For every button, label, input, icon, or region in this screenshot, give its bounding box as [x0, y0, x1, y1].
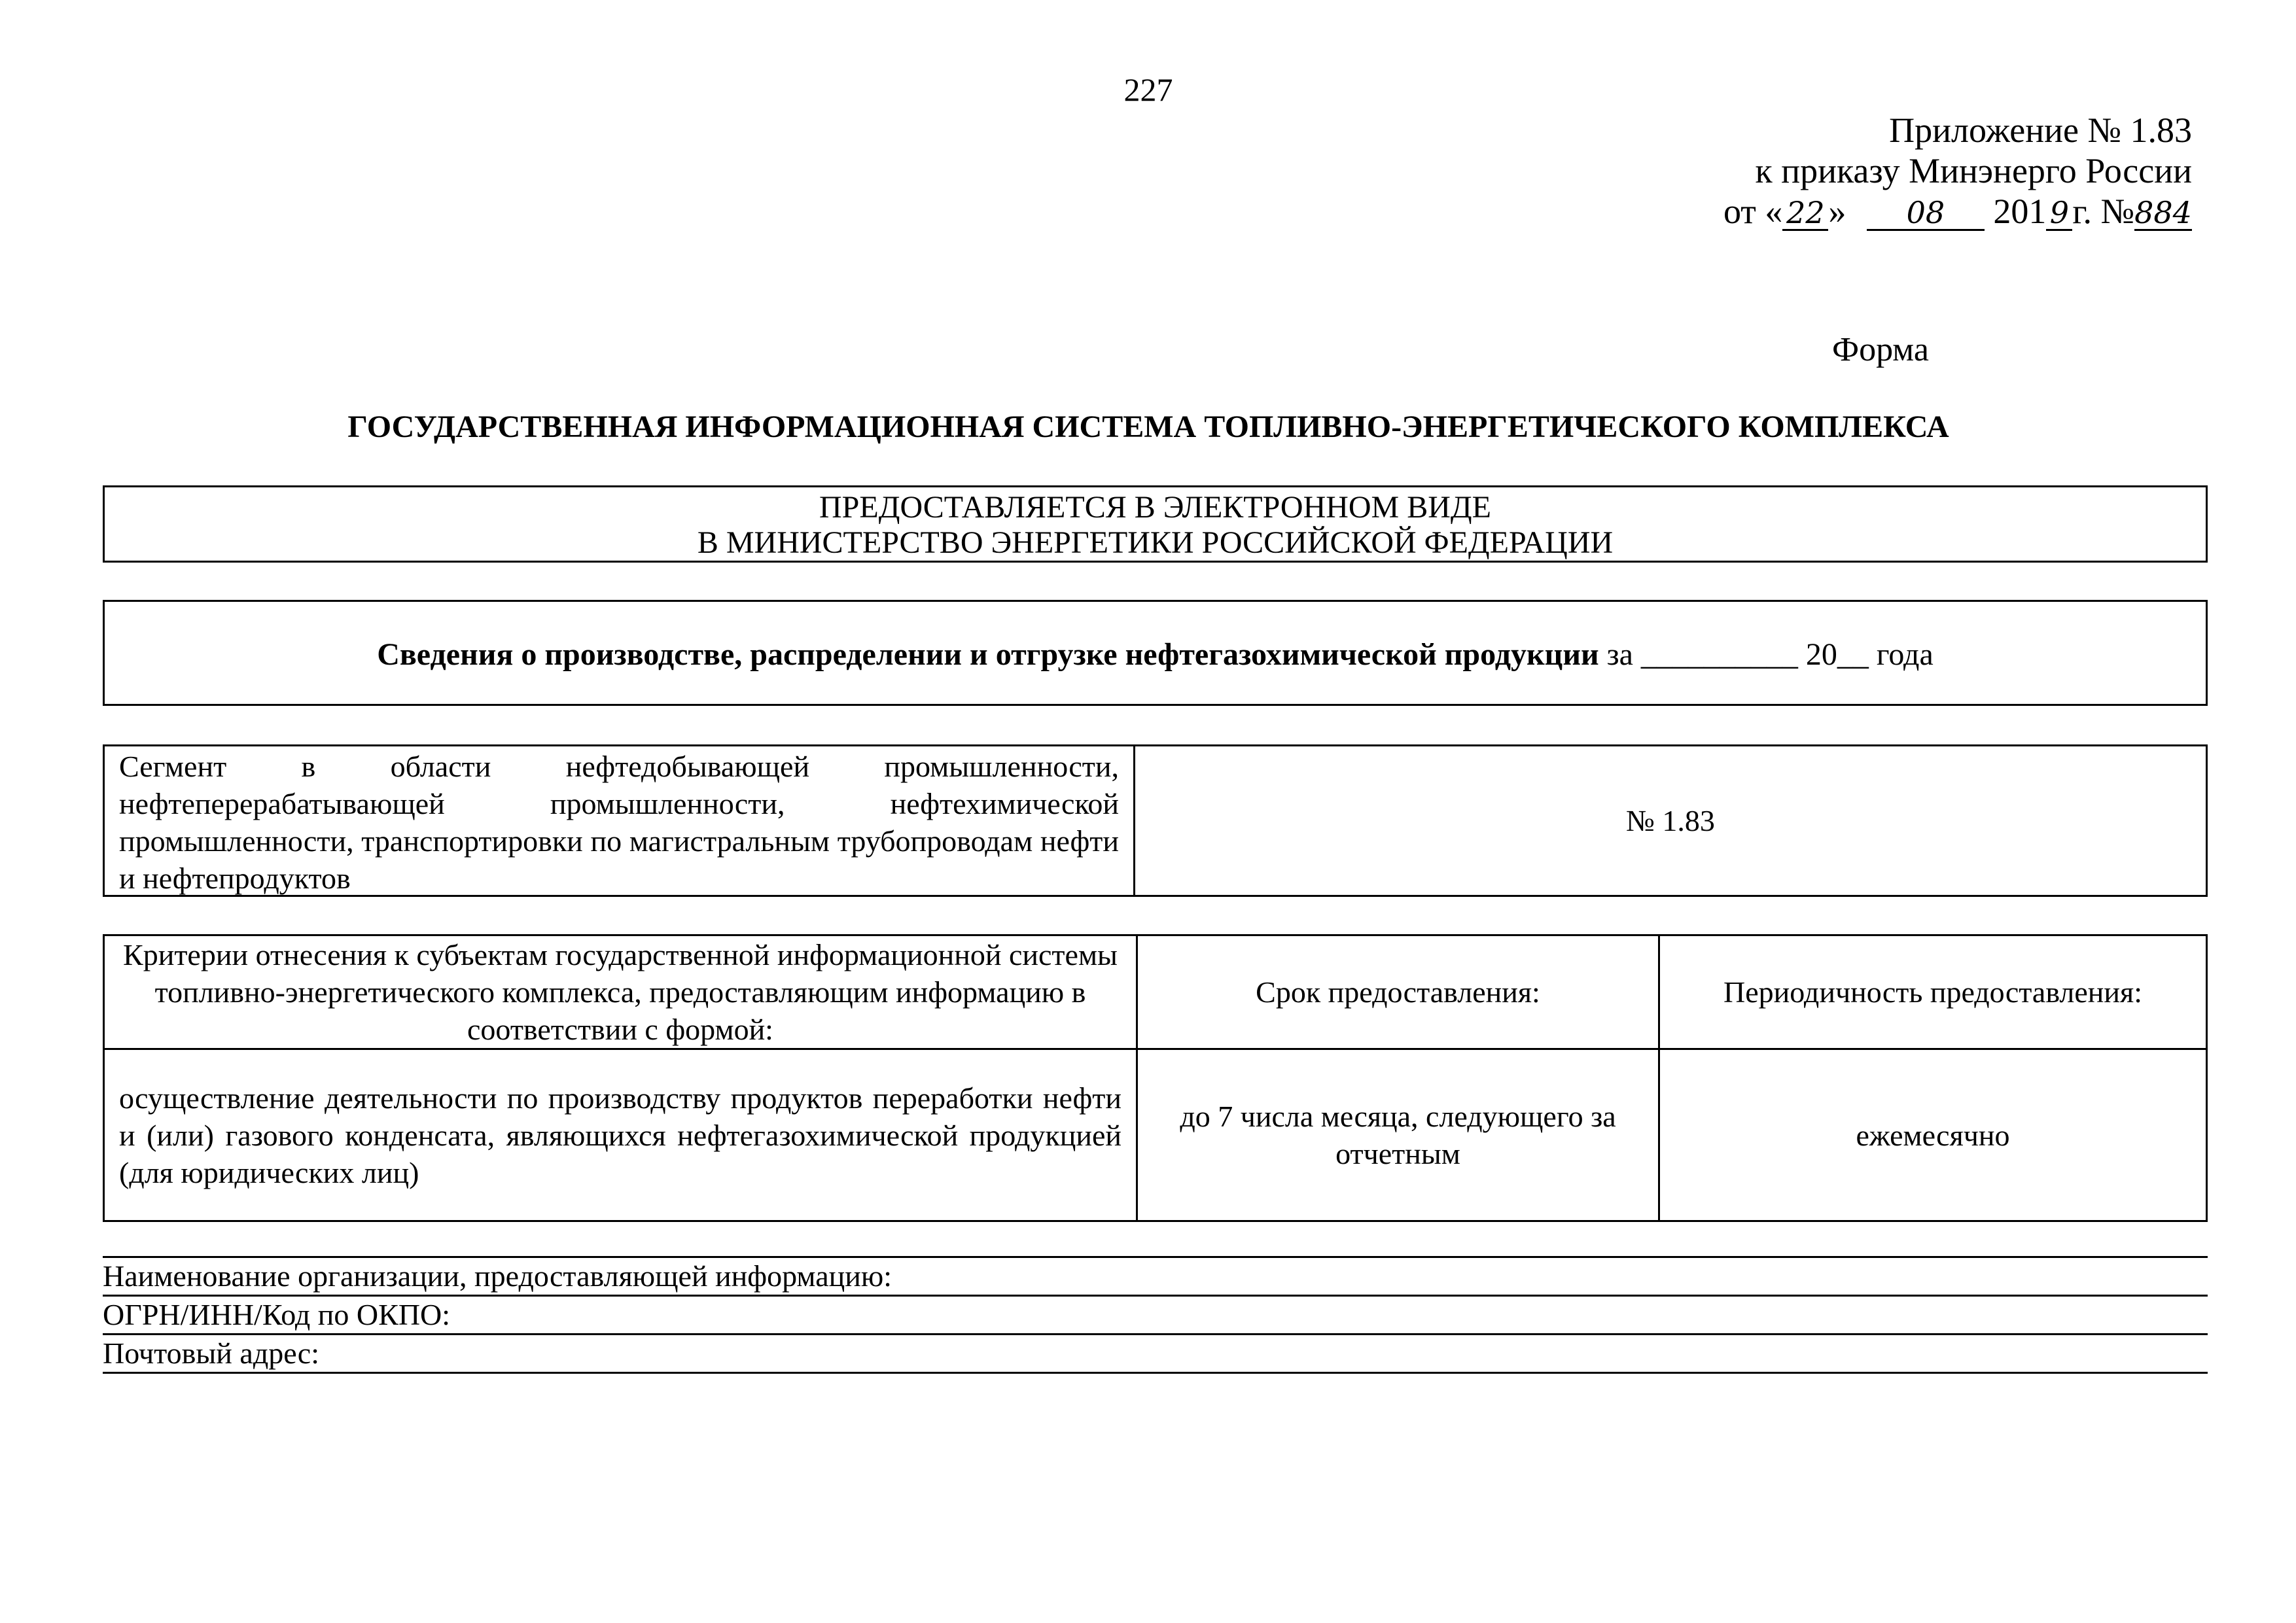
- date-prefix: от «: [1723, 192, 1783, 231]
- handwritten-order-number: 884: [2134, 195, 2192, 230]
- date-mid: »: [1828, 192, 1846, 231]
- appendix-header: [1603, 110, 2192, 232]
- handwritten-year-digit: 9: [2046, 196, 2072, 231]
- system-title: ГОСУДАРСТВЕННАЯ ИНФОРМАЦИОННАЯ СИСТЕМА ТОПЛИВНО-ЭНЕРГЕТИЧЕСКОГО КОМПЛЕКСА: [347, 410, 1949, 444]
- criteria-table: [103, 934, 2208, 1219]
- order-number-label: г. №: [2072, 192, 2134, 231]
- postal-address-field: Почтовый адрес:: [103, 1333, 2208, 1372]
- fields-bottom-line: [103, 1372, 2208, 1374]
- page-number: 227: [1123, 71, 1173, 108]
- submission-line-1: ПРЕДОСТАВЛЯЕТСЯ В ЭЛЕКТРОННОМ ВИДЕ: [819, 490, 1491, 525]
- form-label: Форма: [1832, 331, 1929, 368]
- appendix-date-line: [1603, 191, 2192, 232]
- handwritten-day: 22: [1782, 196, 1828, 231]
- segment-description: Сегмент в области нефтедобывающей промышленности, нефтеперерабатывающей промышленности, нефтехимической промышленности, транспортировки по магистральным трубопроводам нефти и нефтепродуктов: [105, 746, 1135, 895]
- year-prefix: 201: [1993, 192, 2047, 231]
- periodicity-cell: ежемесячно: [1659, 1049, 2207, 1221]
- submission-line-2: В МИНИСТЕРСТВО ЭНЕРГЕТИКИ РОССИЙСКОЙ ФЕДЕРАЦИИ: [697, 525, 1614, 560]
- deadline-header: Срок предоставления:: [1137, 935, 1659, 1049]
- deadline-cell: до 7 числа месяца, следующего за отчетным: [1137, 1049, 1659, 1221]
- periodicity-header: Периодичность предоставления:: [1659, 935, 2207, 1049]
- appendix-order-ref: к приказу Минэнерго России: [1755, 151, 2192, 190]
- appendix-title: Приложение № 1.83: [1889, 111, 2192, 150]
- handwritten-month: 08: [1867, 196, 1985, 231]
- report-title-box: [103, 600, 2208, 706]
- criteria-header: Критерии отнесения к субъектам государственной информационной системы топливно-энергетического комплекса, предоставляющим информацию в соответствии с формой:: [104, 935, 1137, 1049]
- report-title: Сведения о производстве, распределении и отгрузке нефтегазохимической продукции: [377, 637, 1599, 672]
- segment-box: [103, 744, 2208, 897]
- table-header-row: [104, 935, 2207, 1049]
- criteria-cell: осуществление деятельности по производству продуктов переработки нефти и (или) газового конденсата, являющихся нефтегазохимической продукцией (для юридических лиц): [104, 1049, 1137, 1221]
- table-row: [104, 1049, 2207, 1221]
- org-name-field: Наименование организации, предоставляющей информацию:: [103, 1256, 2208, 1295]
- submission-box: [103, 485, 2208, 563]
- form-number: № 1.83: [1626, 804, 1715, 837]
- report-period: за __________ 20__ года: [1598, 637, 1934, 672]
- ogrn-inn-okpo-field: ОГРН/ИНН/Код по ОКПО:: [103, 1295, 2208, 1333]
